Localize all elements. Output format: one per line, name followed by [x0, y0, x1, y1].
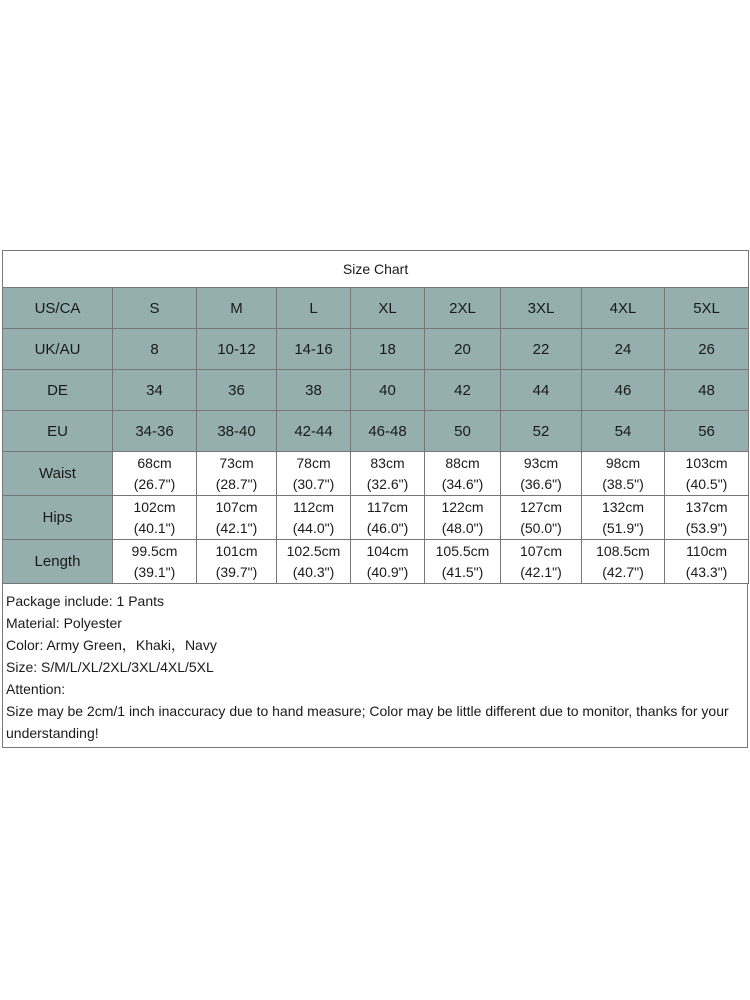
- inch-value: (46.0"): [366, 519, 409, 536]
- note-package: Package include: 1 Pants: [6, 593, 164, 609]
- table-cell: [351, 452, 425, 496]
- note-disclaimer: Size may be 2cm/1 inch inaccuracy due to hand measure; Color may be little different due to monitor, thanks for your understanding!: [6, 703, 729, 741]
- inch-value: (40.5"): [685, 475, 728, 492]
- note-size: Size: S/M/L/XL/2XL/3XL/4XL/5XL: [6, 659, 214, 675]
- table-cell: M: [197, 288, 277, 329]
- table-cell: 2XL: [425, 288, 501, 329]
- cm-value: 127cm: [519, 498, 563, 515]
- table-cell: [277, 496, 351, 540]
- inch-value: (26.7"): [133, 475, 176, 492]
- inch-value: (30.7"): [292, 475, 335, 492]
- cm-value: 104cm: [366, 542, 409, 559]
- table-cell: [197, 540, 277, 584]
- table-cell: [582, 452, 665, 496]
- size-table: [2, 250, 749, 584]
- row-label: US/CA: [3, 288, 113, 329]
- table-row: [3, 411, 749, 452]
- table-cell: [113, 496, 197, 540]
- cm-value: 105.5cm: [435, 542, 490, 559]
- cm-value: 93cm: [523, 454, 559, 471]
- row-label: Waist: [3, 452, 113, 496]
- inch-value: (36.6"): [520, 475, 562, 492]
- size-chart-title: Size Chart: [3, 251, 749, 288]
- inch-value: (32.6"): [366, 475, 409, 492]
- table-cell: [277, 452, 351, 496]
- inch-value: (43.3"): [685, 563, 728, 580]
- cm-value: 137cm: [685, 498, 728, 515]
- table-cell: [582, 496, 665, 540]
- title-row: [3, 251, 749, 288]
- inch-value: (42.1"): [215, 519, 258, 536]
- table-cell: 24: [582, 329, 665, 370]
- table-cell: [197, 452, 277, 496]
- row-label: DE: [3, 370, 113, 411]
- table-row: [3, 288, 749, 329]
- cm-value: 112cm: [293, 498, 334, 515]
- table-cell: [113, 540, 197, 584]
- inch-value: (34.6"): [441, 475, 484, 492]
- inch-value: (51.9"): [602, 519, 644, 536]
- table-cell: 42: [425, 370, 501, 411]
- table-cell: [425, 452, 501, 496]
- table-cell: 48: [665, 370, 749, 411]
- cm-value: 101cm: [215, 542, 258, 559]
- table-cell: 44: [501, 370, 582, 411]
- table-cell: [351, 540, 425, 584]
- row-label: EU: [3, 411, 113, 452]
- table-cell: [501, 496, 582, 540]
- note-color: Color: Army Green，Khaki，Navy: [6, 637, 217, 653]
- table-cell: 34-36: [113, 411, 197, 452]
- table-cell: 22: [501, 329, 582, 370]
- inch-value: (50.0"): [520, 519, 562, 536]
- cm-value: 107cm: [215, 498, 258, 515]
- table-row: [3, 370, 749, 411]
- table-cell: [425, 540, 501, 584]
- table-cell: 46-48: [351, 411, 425, 452]
- table-row: [3, 496, 749, 540]
- cm-value: 88cm: [445, 454, 480, 471]
- cm-value: 83cm: [370, 454, 405, 471]
- inch-value: (28.7"): [215, 475, 258, 492]
- row-label: Hips: [3, 496, 113, 540]
- table-cell: 8: [113, 329, 197, 370]
- table-cell: [351, 496, 425, 540]
- table-cell: [113, 452, 197, 496]
- table-cell: 5XL: [665, 288, 749, 329]
- inch-value: (38.5"): [602, 475, 644, 492]
- note-material: Material: Polyester: [6, 615, 122, 631]
- table-cell: 52: [501, 411, 582, 452]
- cm-value: 103cm: [685, 454, 728, 471]
- table-row: [3, 452, 749, 496]
- table-cell: 3XL: [501, 288, 582, 329]
- table-cell: 14-16: [277, 329, 351, 370]
- cm-value: 73cm: [219, 454, 254, 471]
- cm-value: 102.5cm: [286, 542, 341, 559]
- table-cell: 56: [665, 411, 749, 452]
- table-cell: 4XL: [582, 288, 665, 329]
- size-chart: [2, 250, 748, 748]
- table-cell: 34: [113, 370, 197, 411]
- inch-value: (40.1"): [133, 519, 176, 536]
- product-notes: [3, 584, 747, 744]
- cm-value: 117cm: [367, 498, 408, 515]
- inch-value: (39.7"): [215, 563, 258, 580]
- cm-value: 68cm: [137, 454, 172, 471]
- table-cell: 54: [582, 411, 665, 452]
- table-cell: [582, 540, 665, 584]
- cm-value: 122cm: [441, 498, 484, 515]
- table-cell: [277, 540, 351, 584]
- row-label: UK/AU: [3, 329, 113, 370]
- inch-value: (40.9"): [366, 563, 409, 580]
- table-cell: S: [113, 288, 197, 329]
- table-cell: [665, 540, 749, 584]
- table-cell: 38-40: [197, 411, 277, 452]
- table-cell: 18: [351, 329, 425, 370]
- table-cell: [425, 496, 501, 540]
- cm-value: 110cm: [686, 542, 728, 559]
- inch-value: (44.0"): [292, 519, 335, 536]
- inch-value: (42.7"): [602, 563, 644, 580]
- inch-value: (41.5"): [441, 563, 484, 580]
- table-row: [3, 329, 749, 370]
- row-label: Length: [3, 540, 113, 584]
- table-cell: XL: [351, 288, 425, 329]
- table-cell: 36: [197, 370, 277, 411]
- table-cell: 42-44: [277, 411, 351, 452]
- cm-value: 98cm: [605, 454, 641, 471]
- table-cell: [665, 452, 749, 496]
- cm-value: 132cm: [601, 498, 645, 515]
- table-cell: 26: [665, 329, 749, 370]
- inch-value: (39.1"): [133, 563, 176, 580]
- table-cell: [665, 496, 749, 540]
- cm-value: 99.5cm: [131, 542, 178, 559]
- inch-value: (48.0"): [441, 519, 484, 536]
- inch-value: (42.1"): [520, 563, 562, 580]
- note-attention: Attention:: [6, 681, 66, 697]
- inch-value: (40.3"): [292, 563, 335, 580]
- inch-value: (53.9"): [685, 519, 728, 536]
- table-cell: [197, 496, 277, 540]
- table-cell: 46: [582, 370, 665, 411]
- table-cell: L: [277, 288, 351, 329]
- cm-value: 102cm: [133, 498, 176, 515]
- cm-value: 107cm: [519, 542, 563, 559]
- table-cell: 20: [425, 329, 501, 370]
- cm-value: 78cm: [296, 454, 331, 471]
- table-row: [3, 540, 749, 584]
- table-cell: [501, 540, 582, 584]
- table-cell: 10-12: [197, 329, 277, 370]
- table-cell: 38: [277, 370, 351, 411]
- table-cell: 40: [351, 370, 425, 411]
- cm-value: 108.5cm: [596, 542, 650, 559]
- table-cell: [501, 452, 582, 496]
- table-cell: 50: [425, 411, 501, 452]
